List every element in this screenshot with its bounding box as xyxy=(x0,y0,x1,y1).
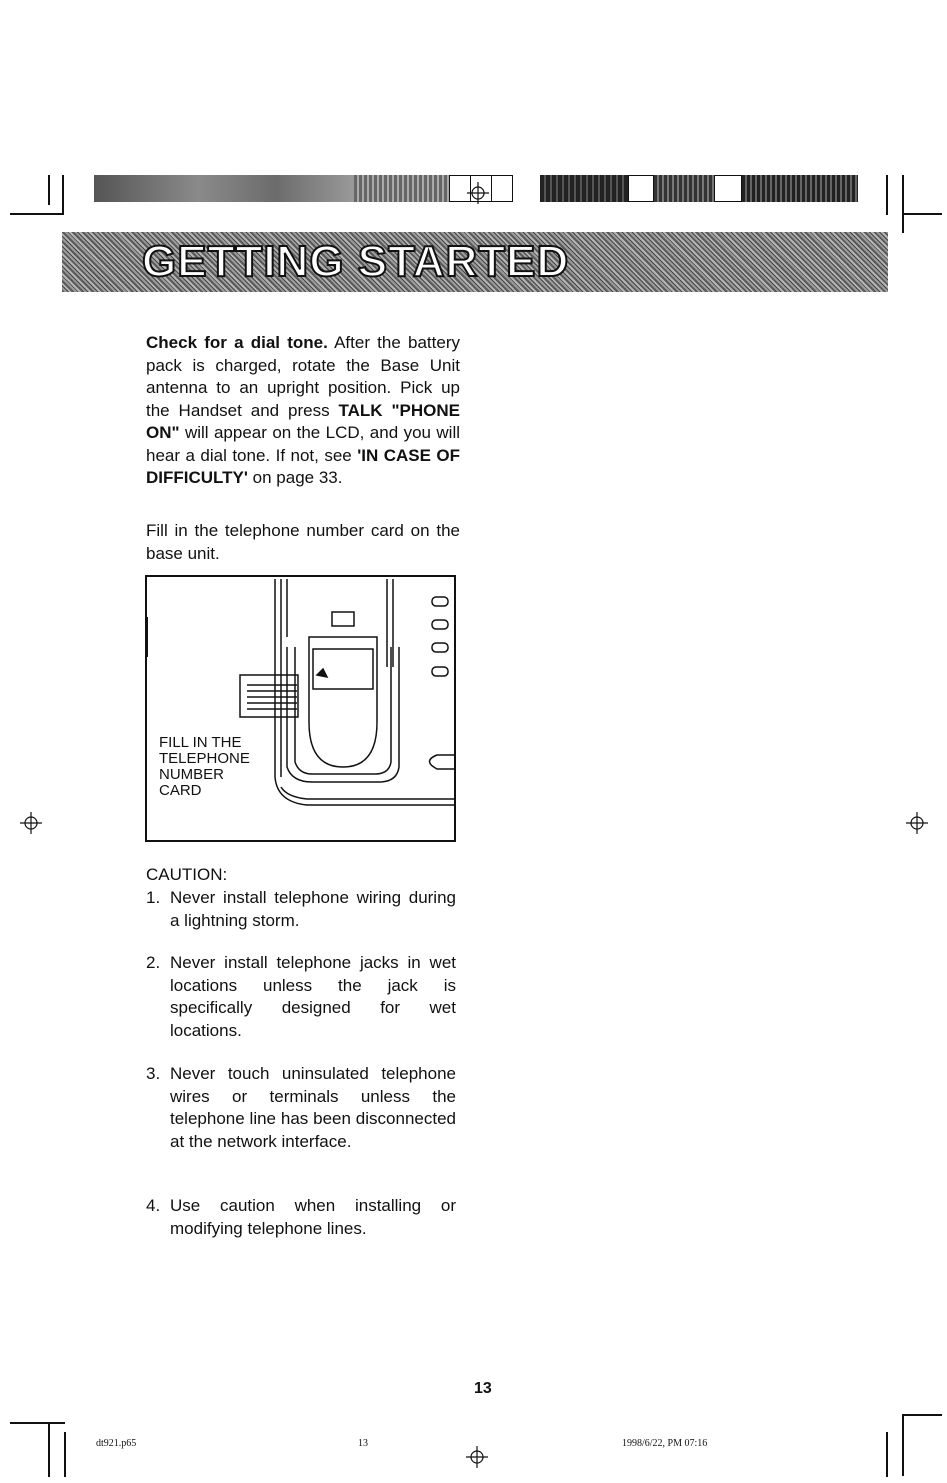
footer-page: 13 xyxy=(358,1438,368,1449)
crop-mark-bottom-left-h xyxy=(10,1422,65,1424)
base-unit-illustration xyxy=(145,575,456,842)
color-bar-left xyxy=(94,175,416,202)
registration-target-left-icon xyxy=(20,812,42,834)
crop-mark-top-left-h xyxy=(10,213,64,215)
crop-mark-top-right-h xyxy=(902,213,942,215)
crop-mark-bottom-right-h xyxy=(902,1414,942,1416)
caution-item-3: 3. Never touch uninsulated telephone wires or terminals unless the telephone line has been disconnected at the network interface. xyxy=(146,1064,456,1151)
number-card-paragraph: Fill in the telephone number card on the base unit. xyxy=(146,521,460,563)
section-title: GETTING STARTED xyxy=(142,237,570,286)
phone-on-text: "PHONE ON" xyxy=(146,400,460,442)
registration-target-bottom-icon xyxy=(466,1446,488,1468)
crop-mark-bottom-left-v xyxy=(48,1422,50,1477)
difficulty-ref: 'IN CASE OF DIFFICULTY' xyxy=(146,445,461,487)
crop-mark-bottom-right-v xyxy=(902,1414,904,1476)
footer-timestamp: 1998/6/22, PM 07:16 xyxy=(622,1438,708,1449)
page-number: 13 xyxy=(474,1380,492,1397)
caution-item-4: 4. Use caution when installing or modifying telephone lines. xyxy=(146,1196,456,1238)
crop-mark-top-left-v xyxy=(62,175,64,215)
crop-mark-top-right-v2 xyxy=(902,175,904,233)
figure-label: FILL IN THE TELEPHONE NUMBER CARD xyxy=(159,734,250,799)
crop-mark-top-left-v2 xyxy=(48,175,50,205)
section-banner xyxy=(62,232,888,292)
dial-tone-lead: Check for a dial tone. xyxy=(146,333,328,352)
dial-tone-paragraph: Check for a dial tone. After the battery pack is charged, rotate the Base Unit antenna to an upright position. Pick up the Handset and press TALK "PHONE ON" will appear on the LCD, and you will hear a dial tone. If not, see 'IN CASE OF DIFFICULTY' on page 33. xyxy=(146,333,461,487)
crop-mark-bottom-left-v2 xyxy=(64,1432,66,1477)
crop-mark-bottom-right-v2 xyxy=(886,1432,888,1477)
talk-key: TALK xyxy=(338,400,383,420)
crop-mark-top-right-v xyxy=(886,175,888,215)
caution-item-2: 2. Never install telephone jacks in wet locations unless the jack is specifically designed for wet locations. xyxy=(146,953,456,1040)
footer-filename: dt921.p65 xyxy=(96,1438,137,1449)
registration-target-icon xyxy=(467,182,489,204)
caution-heading: CAUTION: xyxy=(146,865,228,884)
base-unit-drawing xyxy=(147,577,454,840)
color-bar-right xyxy=(540,175,858,202)
caution-item-1: 1. Never install telephone wiring during a lightning storm. xyxy=(146,888,456,930)
registration-target-right-icon xyxy=(906,812,928,834)
